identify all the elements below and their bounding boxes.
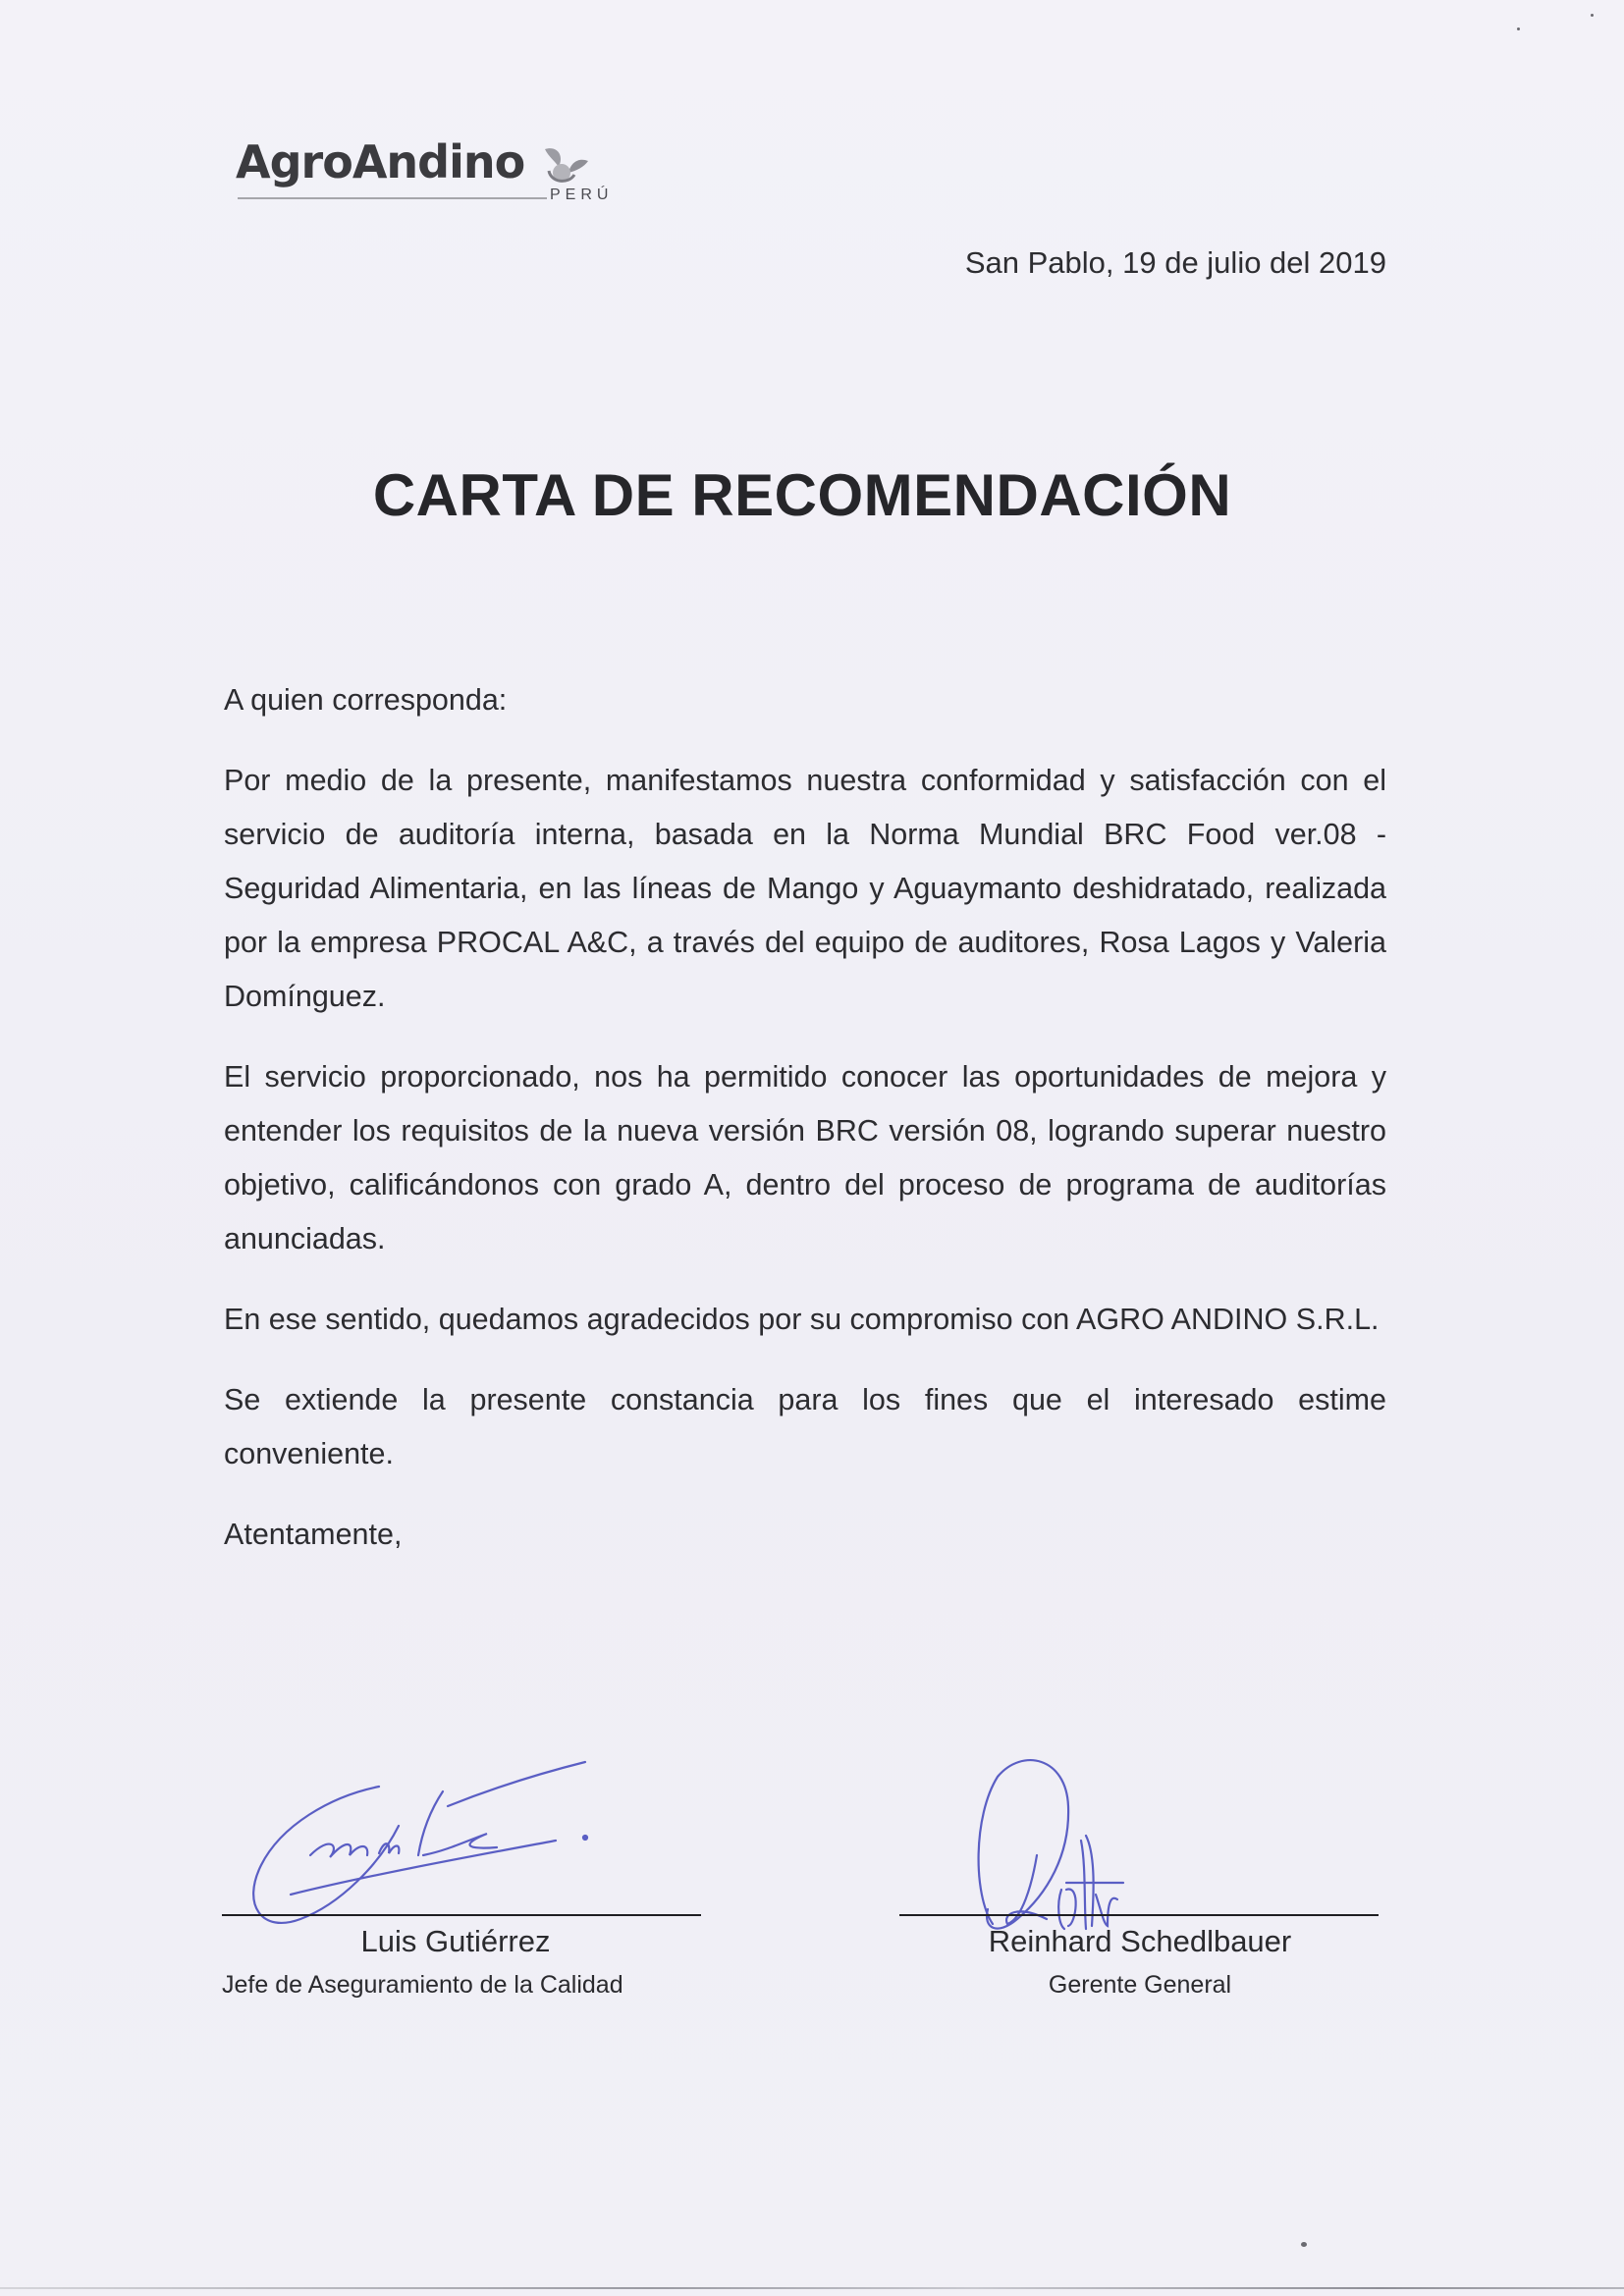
paragraph: El servicio proporcionado, nos ha permitido conocer las oportunidades de mejora y entender los requisitos de la nueva versión BRC versión 08, logrando superar nuestro objetivo, calificándonos con grado A, dentro del proceso de programa de auditorías anunciadas. — [224, 1060, 1386, 1255]
scan-bottom-edge — [0, 2287, 1624, 2289]
paragraph: Se extiende la presente constancia para los fines que el interesado estime conveniente. — [224, 1383, 1386, 1470]
signature-line — [899, 1914, 1379, 1916]
paper-speck — [1301, 2242, 1307, 2247]
signature-line — [222, 1914, 701, 1916]
leaf-sun-icon — [535, 143, 592, 190]
signatory-role: Jefe de Aseguramiento de la Calidad — [222, 1971, 623, 1999]
document-title: CARTA DE RECOMENDACIÓN — [372, 462, 1232, 528]
logo-underline — [238, 197, 547, 199]
signatory-name: Luis Gutiérrez — [360, 1924, 551, 1958]
paragraph: Por medio de la presente, manifestamos nuestra conformidad y satisfacción con el servicio de auditoría interna, basada en la Norma Mundial BRC Food ver.08 - Seguridad Alimentaria, en las líneas de Mango y Aguaymanto deshidratado, realizada por la empresa PROCAL A&C, a través del equipo de auditores, Rosa Lagos y Valeria Domínguez. — [224, 764, 1386, 1013]
signatory-role: Gerente General — [1048, 1971, 1232, 1999]
logo-company-name: AgroAndino — [236, 135, 525, 188]
company-logo — [236, 135, 648, 214]
greeting: A quien corresponda: — [224, 683, 508, 717]
paragraph: En ese sentido, quedamos agradecidos por su compromiso con AGRO ANDINO S.R.L. — [224, 1303, 1380, 1336]
letter-body — [224, 673, 1386, 1588]
signature-block-general-manager — [899, 1747, 1380, 2002]
paper-speck — [1517, 27, 1520, 30]
paper-speck — [1591, 14, 1594, 17]
closing: Atentamente, — [224, 1518, 403, 1551]
signatory-name: Reinhard Schedlbauer — [988, 1924, 1292, 1958]
date-line: San Pablo, 19 de julio del 2019 — [964, 245, 1386, 280]
logo-country: PERÚ — [550, 187, 614, 203]
signature-block-quality-manager — [222, 1747, 703, 2002]
